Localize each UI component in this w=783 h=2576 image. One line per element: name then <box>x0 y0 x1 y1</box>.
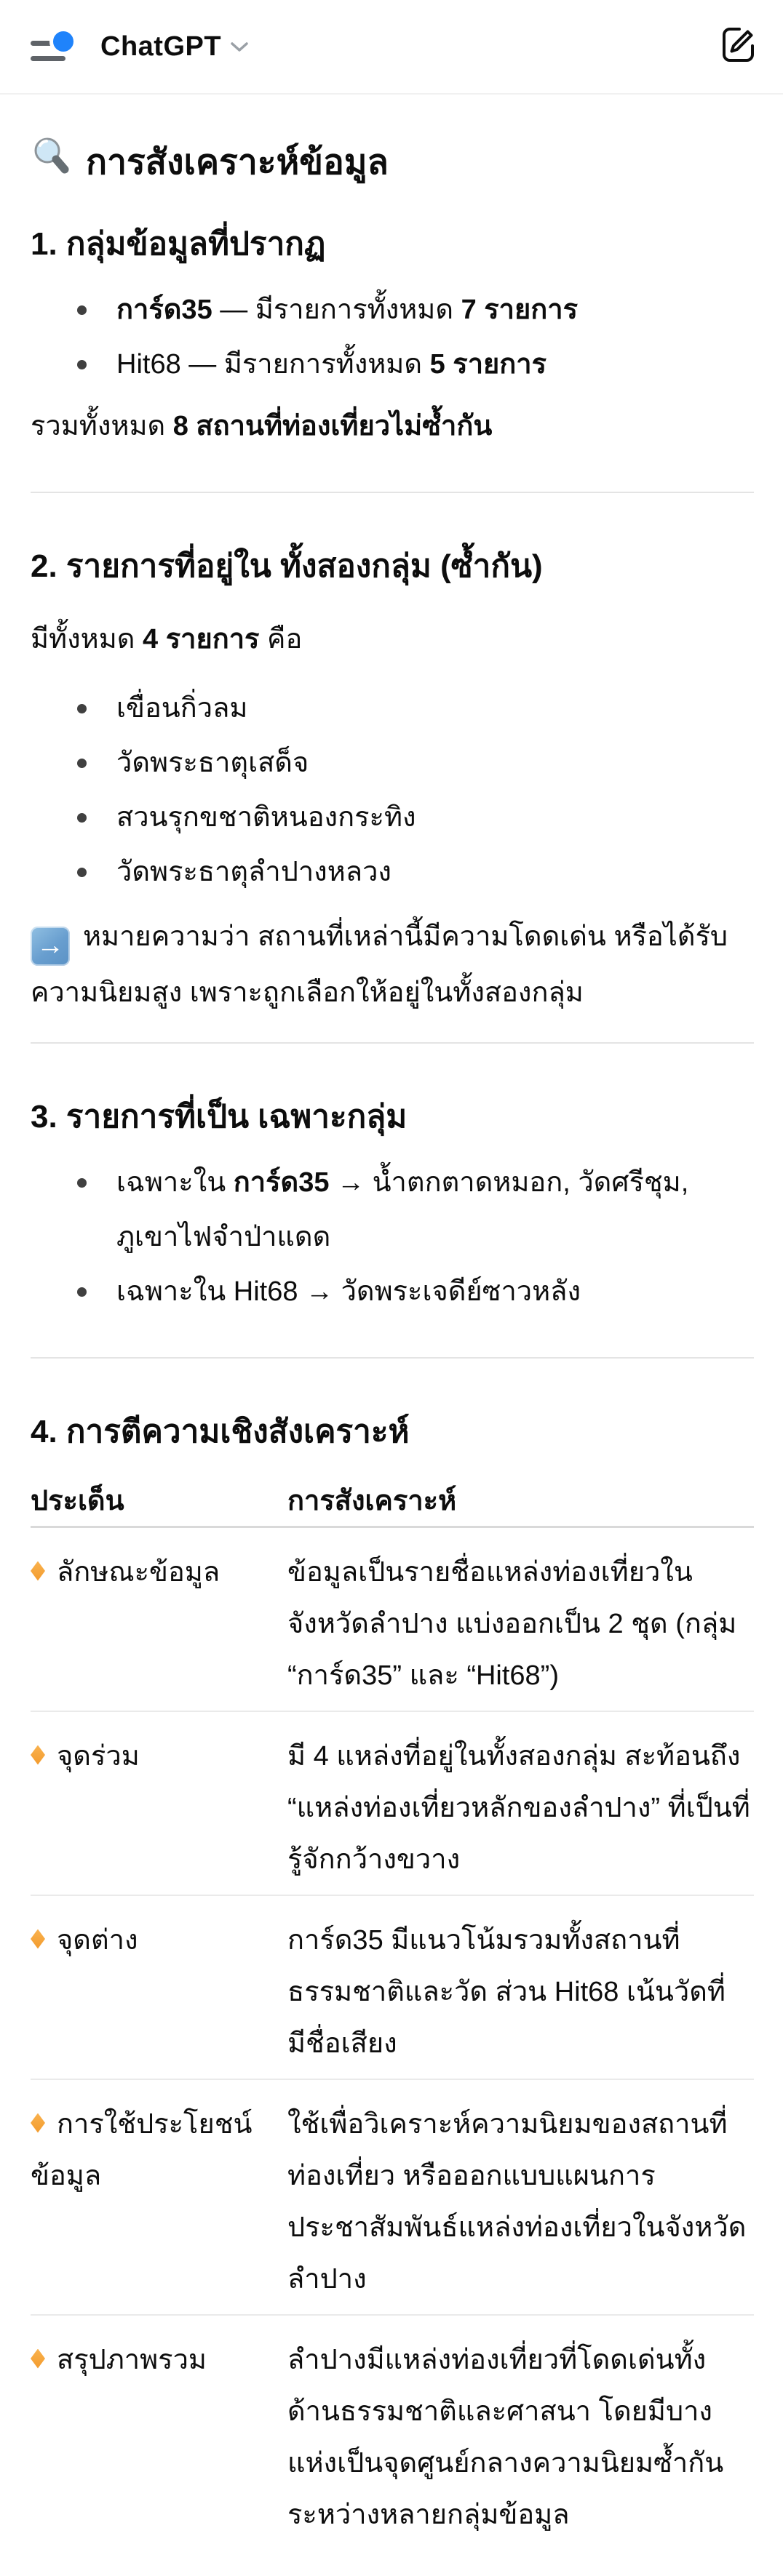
table-row <box>31 2080 754 2316</box>
list-item: วัดพระธาตุเสด็จ <box>31 736 754 791</box>
app-header <box>0 0 783 95</box>
page-title: การสังเคราะห์ข้อมูล <box>86 143 389 182</box>
model-selector[interactable] <box>100 31 249 63</box>
analysis-cell: มี 4 แหล่งที่อยู่ในทั้งสองกลุ่ม สะท้อนถึง “แหล่งท่องเที่ยวหลักของลำปาง” ที่เป็นที่รู้จักกว้างขวาง <box>287 1740 750 1875</box>
text-segment: จุดร่วม <box>57 1740 140 1772</box>
text-segment: 8 สถานที่ท่องเที่ยวไม่ซ้ำกัน <box>172 411 493 441</box>
section-title <box>31 132 754 193</box>
orange-diamond-icon <box>31 1561 45 1581</box>
topic-cell <box>31 2335 287 2541</box>
chevron-down-icon <box>230 41 249 57</box>
orange-diamond-icon <box>31 2349 45 2369</box>
section-divider <box>31 1042 754 1044</box>
list-item <box>31 283 754 337</box>
table-row <box>31 1896 754 2080</box>
table-header-row <box>31 1478 754 1528</box>
group-list <box>31 283 754 392</box>
text-segment: การ์ด35 <box>116 295 212 325</box>
list-item: เขื่อนกิ่วลม <box>31 681 754 736</box>
magnifying-glass-icon <box>31 135 73 193</box>
heading-section-1: 1. กลุ่มข้อมูลที่ปรากฏ <box>31 226 326 262</box>
column-header-topic: ประเด็น <box>31 1485 124 1516</box>
notification-dot-icon <box>49 28 77 55</box>
topic-cell <box>31 1731 287 1886</box>
orange-diamond-icon <box>31 1929 45 1949</box>
orange-diamond-icon <box>31 2113 45 2133</box>
text-segment: คือ <box>259 624 303 655</box>
new-chat-button[interactable] <box>718 26 758 67</box>
text-segment: ลักษณะข้อมูล <box>57 1556 220 1588</box>
list-item: วัดพระธาตุลำปางหลวง <box>31 845 754 900</box>
analysis-table <box>31 1478 754 2550</box>
text-segment: หมายความว่า สถานที่เหล่านี้มีความโดดเด่น หรือได้รับความนิยมสูง เพราะถูกเลือกให้อยู่ในทั้งสองกลุ่ม <box>31 921 728 1008</box>
text-segment: มีทั้งหมด <box>31 624 143 655</box>
table-row <box>31 1712 754 1896</box>
exclusive-places-list <box>31 1156 754 1319</box>
heading-section-3: 3. รายการที่เป็น เฉพาะกลุ่ม <box>31 1098 408 1135</box>
app-title: ChatGPT <box>100 31 222 62</box>
table-row <box>31 2316 754 2550</box>
text-segment: จุดต่าง <box>57 1924 138 1956</box>
right-arrow-icon: → <box>31 927 70 966</box>
heading-section-2: 2. รายการที่อยู่ใน ทั้งสองกลุ่ม (ซ้ำกัน) <box>31 548 543 584</box>
analysis-cell: การ์ด35 มีแนวโน้มรวมทั้งสถานที่ธรรมชาติและวัด ส่วน Hit68 เน้นวัดที่มีชื่อเสียง <box>287 1924 726 2059</box>
text-segment: 5 รายการ <box>429 349 547 380</box>
text-segment: การ์ด35 <box>233 1167 330 1198</box>
section-divider <box>31 492 754 493</box>
text-segment: → น้ำตกตาดหมอก, วัดศรีชุม, ภูเขาไฟจำป่าแดด <box>116 1167 689 1252</box>
duplicate-places-list <box>31 681 754 900</box>
analysis-cell: ข้อมูลเป็นรายชื่อแหล่งท่องเที่ยวในจังหวัดลำปาง แบ่งออกเป็น 2 ชุด (กลุ่ม “การ์ด35” และ “Hit68”) <box>287 1556 737 1691</box>
intro-paragraph <box>31 612 754 667</box>
chat-message-content <box>0 132 783 2576</box>
summary-paragraph <box>31 399 754 454</box>
text-segment: 7 รายการ <box>461 295 579 325</box>
note-paragraph <box>31 910 754 1020</box>
analysis-cell: ลำปางมีแหล่งท่องเที่ยวที่โดดเด่นทั้งด้านธรรมชาติและศาสนา โดยมีบางแห่งเป็นจุดศูนย์กลางความนิยมซ้ำกันระหว่างหลายกลุ่มข้อมูล <box>287 2344 724 2530</box>
section-divider <box>31 1357 754 1359</box>
text-segment: สรุปภาพรวม <box>57 2344 207 2375</box>
list-item: สวนรุกขชาติหนองกระทิง <box>31 791 754 845</box>
list-item <box>31 337 754 392</box>
text-segment: รวมทั้งหมด <box>31 411 173 441</box>
topic-cell <box>31 1915 287 2070</box>
menu-bar-icon <box>31 56 65 61</box>
heading-section-4: 4. การตีความเชิงสังเคราะห์ <box>31 1413 410 1449</box>
column-header-analysis: การสังเคราะห์ <box>287 1485 457 1516</box>
list-item: เฉพาะใน Hit68 → วัดพระเจดีย์ซาวหลัง <box>31 1265 754 1319</box>
orange-diamond-icon <box>31 1745 45 1765</box>
list-item <box>31 1156 754 1265</box>
text-segment: Hit68 — มีรายการทั้งหมด <box>116 349 430 380</box>
sidebar-menu-button[interactable] <box>26 23 84 70</box>
topic-cell <box>31 2099 287 2305</box>
text-segment: เฉพาะใน <box>116 1167 234 1198</box>
compose-icon <box>719 26 757 68</box>
topic-cell <box>31 1547 287 1702</box>
table-row <box>31 1528 754 1712</box>
text-segment: 4 รายการ <box>143 624 260 655</box>
text-segment: การใช้ประโยชน์ข้อมูล <box>31 2108 253 2191</box>
analysis-cell: ใช้เพื่อวิเคราะห์ความนิยมของสถานที่ท่องเที่ยว หรือออกแบบแผนการประชาสัมพันธ์แหล่งท่องเที่ยวในจังหวัดลำปาง <box>287 2108 747 2295</box>
text-segment: — มีรายการทั้งหมด <box>212 295 461 325</box>
